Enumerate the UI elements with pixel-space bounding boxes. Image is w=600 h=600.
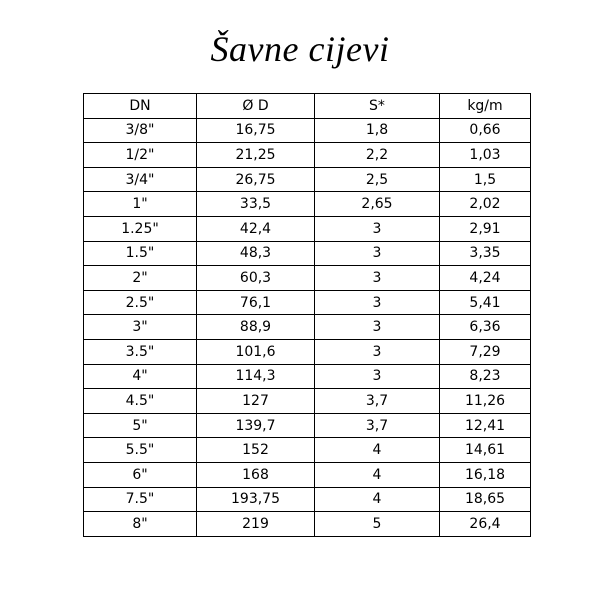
table-row bbox=[84, 438, 531, 463]
cell-outer-diameter: 193,75 bbox=[197, 487, 315, 512]
cell-wall-thickness: 3,7 bbox=[315, 389, 440, 414]
pipe-spec-table bbox=[83, 93, 531, 537]
cell-weight-per-meter: 7,29 bbox=[440, 339, 531, 364]
cell-dn: 8" bbox=[84, 512, 197, 537]
table-row bbox=[84, 167, 531, 192]
cell-weight-per-meter: 1,5 bbox=[440, 167, 531, 192]
cell-outer-diameter: 139,7 bbox=[197, 413, 315, 438]
cell-weight-per-meter: 4,24 bbox=[440, 266, 531, 291]
cell-wall-thickness: 3,7 bbox=[315, 413, 440, 438]
cell-wall-thickness: 3 bbox=[315, 216, 440, 241]
cell-dn: 2" bbox=[84, 266, 197, 291]
table-row bbox=[84, 487, 531, 512]
table-row bbox=[84, 241, 531, 266]
table-row bbox=[84, 512, 531, 537]
cell-wall-thickness: 2,65 bbox=[315, 192, 440, 217]
table-row bbox=[84, 143, 531, 168]
cell-outer-diameter: 48,3 bbox=[197, 241, 315, 266]
cell-outer-diameter: 42,4 bbox=[197, 216, 315, 241]
cell-wall-thickness: 3 bbox=[315, 266, 440, 291]
cell-dn: 1" bbox=[84, 192, 197, 217]
table-row bbox=[84, 192, 531, 217]
cell-wall-thickness: 4 bbox=[315, 487, 440, 512]
cell-dn: 5" bbox=[84, 413, 197, 438]
table-body bbox=[84, 118, 531, 536]
cell-outer-diameter: 60,3 bbox=[197, 266, 315, 291]
cell-outer-diameter: 114,3 bbox=[197, 364, 315, 389]
cell-dn: 5.5" bbox=[84, 438, 197, 463]
cell-outer-diameter: 101,6 bbox=[197, 339, 315, 364]
cell-dn: 3.5" bbox=[84, 339, 197, 364]
cell-weight-per-meter: 2,91 bbox=[440, 216, 531, 241]
cell-wall-thickness: 1,8 bbox=[315, 118, 440, 143]
cell-wall-thickness: 3 bbox=[315, 315, 440, 340]
cell-weight-per-meter: 0,66 bbox=[440, 118, 531, 143]
cell-wall-thickness: 3 bbox=[315, 241, 440, 266]
cell-wall-thickness: 4 bbox=[315, 438, 440, 463]
cell-wall-thickness: 3 bbox=[315, 290, 440, 315]
cell-weight-per-meter: 3,35 bbox=[440, 241, 531, 266]
cell-weight-per-meter: 18,65 bbox=[440, 487, 531, 512]
cell-dn: 1.5" bbox=[84, 241, 197, 266]
cell-outer-diameter: 26,75 bbox=[197, 167, 315, 192]
table-row bbox=[84, 364, 531, 389]
cell-weight-per-meter: 12,41 bbox=[440, 413, 531, 438]
table-row bbox=[84, 389, 531, 414]
cell-dn: 4.5" bbox=[84, 389, 197, 414]
cell-outer-diameter: 127 bbox=[197, 389, 315, 414]
cell-outer-diameter: 33,5 bbox=[197, 192, 315, 217]
table-row bbox=[84, 462, 531, 487]
cell-weight-per-meter: 16,18 bbox=[440, 462, 531, 487]
cell-outer-diameter: 219 bbox=[197, 512, 315, 537]
cell-weight-per-meter: 11,26 bbox=[440, 389, 531, 414]
cell-outer-diameter: 88,9 bbox=[197, 315, 315, 340]
table-header-row bbox=[84, 94, 531, 119]
cell-wall-thickness: 3 bbox=[315, 339, 440, 364]
cell-wall-thickness: 2,2 bbox=[315, 143, 440, 168]
cell-wall-thickness: 5 bbox=[315, 512, 440, 537]
page-title: Šavne cijevi bbox=[210, 29, 390, 69]
header-wall-thickness: S* bbox=[315, 94, 440, 119]
table-row bbox=[84, 413, 531, 438]
cell-outer-diameter: 21,25 bbox=[197, 143, 315, 168]
header-dn: DN bbox=[84, 94, 197, 119]
cell-weight-per-meter: 6,36 bbox=[440, 315, 531, 340]
cell-weight-per-meter: 5,41 bbox=[440, 290, 531, 315]
cell-outer-diameter: 152 bbox=[197, 438, 315, 463]
cell-outer-diameter: 76,1 bbox=[197, 290, 315, 315]
cell-dn: 3/4" bbox=[84, 167, 197, 192]
cell-weight-per-meter: 2,02 bbox=[440, 192, 531, 217]
cell-dn: 3/8" bbox=[84, 118, 197, 143]
table-row bbox=[84, 266, 531, 291]
cell-outer-diameter: 168 bbox=[197, 462, 315, 487]
header-outer-diameter: Ø D bbox=[197, 94, 315, 119]
cell-wall-thickness: 3 bbox=[315, 364, 440, 389]
cell-dn: 2.5" bbox=[84, 290, 197, 315]
table-row bbox=[84, 315, 531, 340]
cell-dn: 7.5" bbox=[84, 487, 197, 512]
cell-weight-per-meter: 26,4 bbox=[440, 512, 531, 537]
header-weight-per-meter: kg/m bbox=[440, 94, 531, 119]
table-row bbox=[84, 118, 531, 143]
cell-weight-per-meter: 14,61 bbox=[440, 438, 531, 463]
cell-weight-per-meter: 1,03 bbox=[440, 143, 531, 168]
cell-wall-thickness: 2,5 bbox=[315, 167, 440, 192]
cell-dn: 4" bbox=[84, 364, 197, 389]
cell-dn: 6" bbox=[84, 462, 197, 487]
cell-dn: 3" bbox=[84, 315, 197, 340]
cell-wall-thickness: 4 bbox=[315, 462, 440, 487]
table-row bbox=[84, 216, 531, 241]
cell-outer-diameter: 16,75 bbox=[197, 118, 315, 143]
cell-dn: 1/2" bbox=[84, 143, 197, 168]
cell-weight-per-meter: 8,23 bbox=[440, 364, 531, 389]
table-row bbox=[84, 290, 531, 315]
table-row bbox=[84, 339, 531, 364]
cell-dn: 1.25" bbox=[84, 216, 197, 241]
